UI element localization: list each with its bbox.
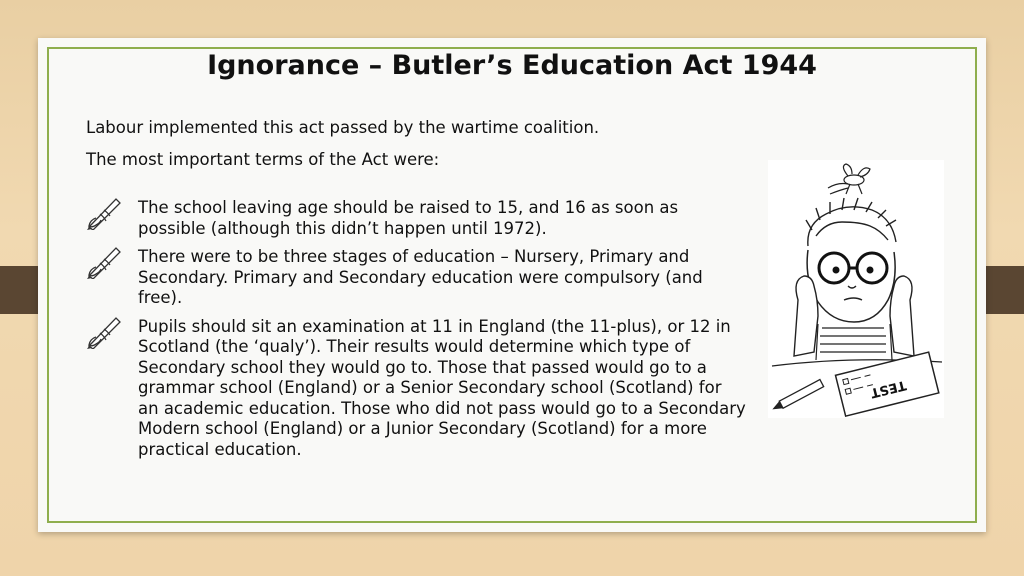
bullet-list [86, 198, 746, 466]
fly-icon [828, 164, 870, 194]
bullet-item [86, 247, 746, 309]
pen-in-hand-icon [86, 194, 124, 230]
bullet-text: There were to be three stages of education – Nursery, Primary and Secondary. Primary and Secondary education were compulsory (and free). [138, 247, 703, 307]
slide-title: Ignorance – Butler’s Education Act 1944 [207, 50, 817, 81]
slide-board [38, 38, 986, 532]
bullet-text: Pupils should sit an examination at 11 in England (the 11-plus), or 12 in Scotland (the ‘qualy’). Their results would determine which type of Secondary school they would go to. Those that passed would go to a grammar school (England) or a Senior Secondary school (Scotland) for an academic education. Those who did not pass would go to a Secondary Modern school (England) or a Junior Secondary (Scotland) for a more practical education. [138, 316, 746, 459]
pen-in-hand-icon [86, 313, 124, 349]
student-test-cartoon [768, 160, 944, 418]
test-paper-text: TEST [868, 376, 908, 401]
intro-line-1: Labour implemented this act passed by the wartime coalition. [86, 118, 600, 137]
bullet-item [86, 317, 746, 461]
intro-line-2: The most important terms of the Act were: [86, 150, 440, 169]
bullet-text: The school leaving age should be raised to 15, and 16 as soon as possible (although this didn’t happen until 1972). [138, 198, 679, 238]
bullet-item [86, 198, 746, 239]
pen-in-hand-icon [86, 243, 124, 279]
